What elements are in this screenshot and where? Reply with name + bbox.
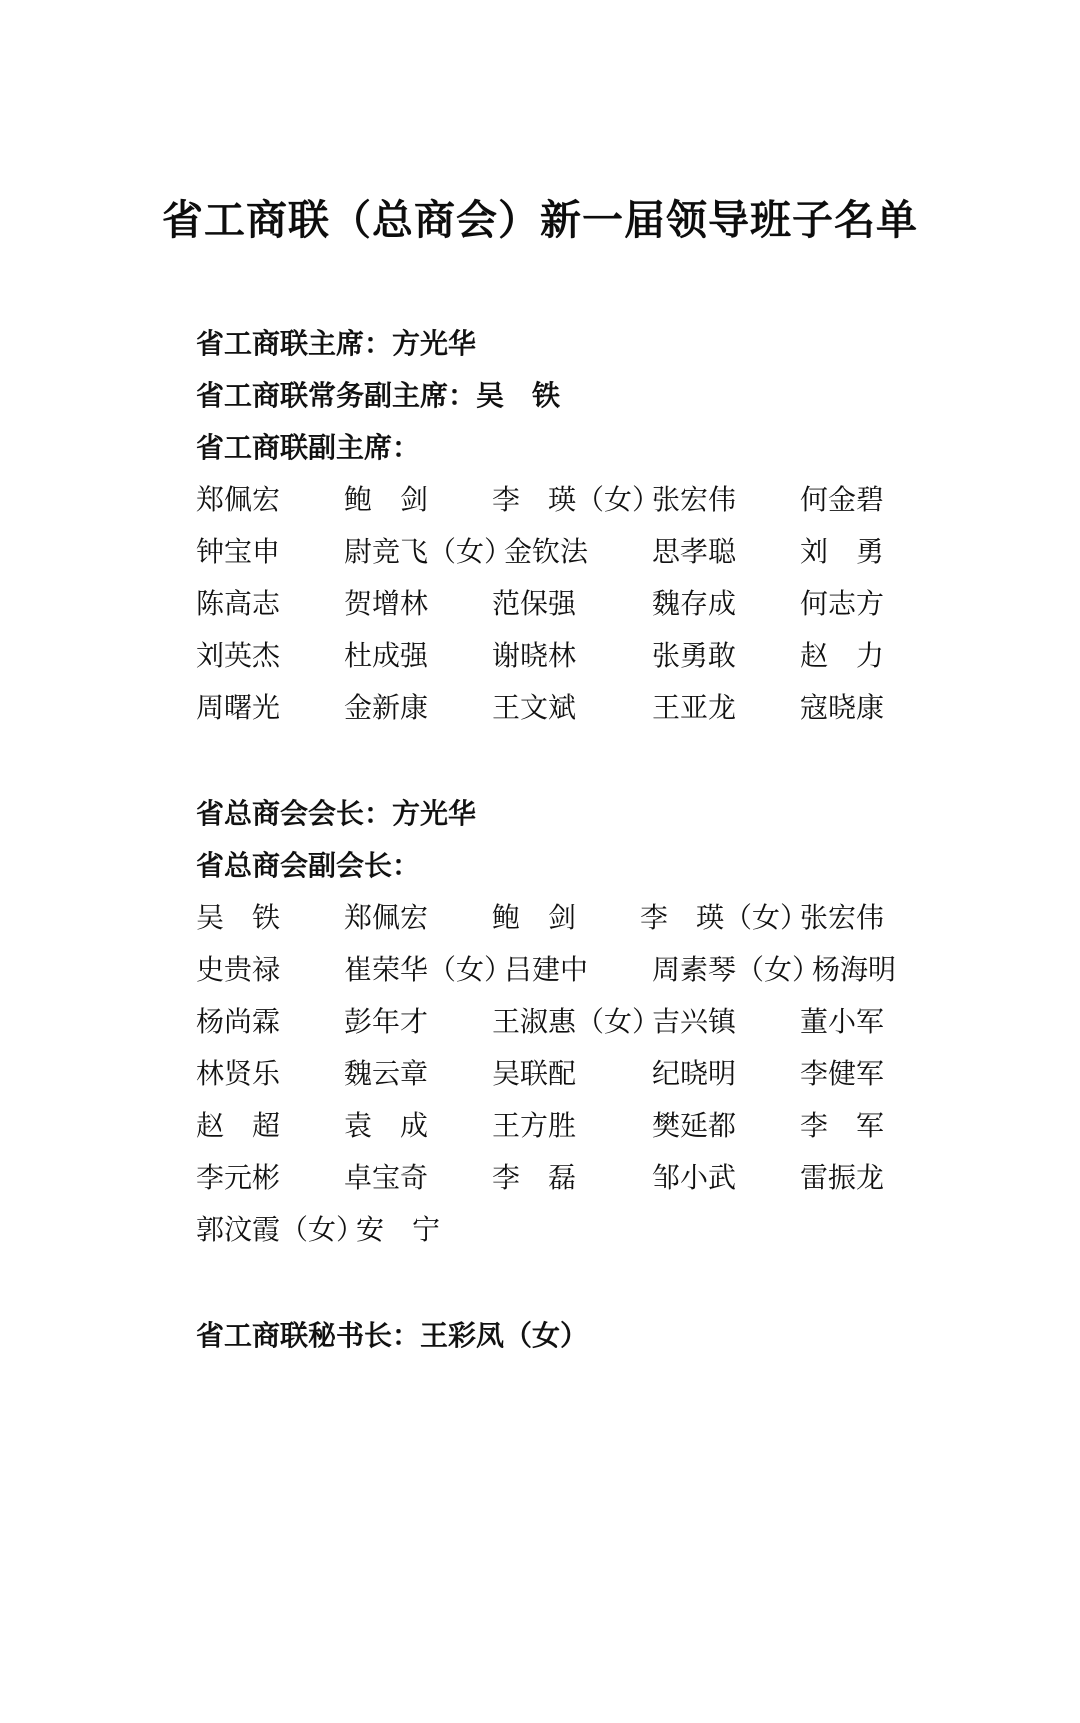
section-executive-vice-chairman xyxy=(196,383,900,411)
name-cell: 郑佩宏 xyxy=(196,485,281,517)
name-row xyxy=(196,1113,900,1141)
section-chamber-president xyxy=(196,801,900,829)
name-cell: 王淑惠（女） xyxy=(492,1007,661,1039)
name-cell: 彭年才 xyxy=(344,1007,429,1039)
name-cell: 尉竞飞（女） xyxy=(344,537,513,569)
name-cell: 赵 超 xyxy=(196,1111,281,1143)
name-row xyxy=(196,591,900,619)
name-cell: 林贤乐 xyxy=(196,1059,281,1091)
name-row xyxy=(196,957,900,985)
section-executive-vice-chairman-label: 省工商联常务副主席： xyxy=(196,381,477,413)
name-cell: 贺增林 xyxy=(344,589,429,621)
name-cell: 张宏伟 xyxy=(800,903,885,935)
name-cell: 王方胜 xyxy=(492,1111,577,1143)
name-cell: 樊延都 xyxy=(652,1111,737,1143)
name-cell: 吕建中 xyxy=(504,955,589,987)
name-cell: 钟宝申 xyxy=(196,537,281,569)
section-chamber-president-value: 方光华 xyxy=(392,799,477,831)
name-cell: 史贵禄 xyxy=(196,955,281,987)
section-secretary-general-value: 王彩凤（女） xyxy=(420,1321,589,1353)
name-cell: 吴联配 xyxy=(492,1059,577,1091)
name-cell: 陈高志 xyxy=(196,589,281,621)
name-cell: 郭汶霞（女） xyxy=(196,1215,365,1247)
name-cell: 王文斌 xyxy=(492,693,577,725)
name-row xyxy=(196,695,900,723)
name-row xyxy=(196,539,900,567)
name-cell: 金新康 xyxy=(344,693,429,725)
name-cell: 袁 成 xyxy=(344,1111,429,1143)
name-cell: 郑佩宏 xyxy=(344,903,429,935)
name-cell: 何志方 xyxy=(800,589,885,621)
name-row xyxy=(196,1165,900,1193)
name-cell: 卓宝奇 xyxy=(344,1163,429,1195)
name-cell: 李元彬 xyxy=(196,1163,281,1195)
section-executive-vice-chairman-value: 吴 铁 xyxy=(476,381,561,413)
name-cell: 李 磊 xyxy=(492,1163,577,1195)
section-chairman xyxy=(196,331,900,359)
name-cell: 鲍 剑 xyxy=(344,485,429,517)
name-cell: 吴 铁 xyxy=(196,903,281,935)
name-cell: 雷振龙 xyxy=(800,1163,885,1195)
name-cell: 杨海明 xyxy=(812,955,897,987)
section-chairman-label: 省工商联主席： xyxy=(196,329,393,361)
section-chamber-vice-presidents-label: 省总商会副会长： xyxy=(196,851,421,883)
name-cell: 杨尚霖 xyxy=(196,1007,281,1039)
name-cell: 张宏伟 xyxy=(652,485,737,517)
name-cell: 周素琴（女） xyxy=(652,955,821,987)
name-cell: 李健军 xyxy=(800,1059,885,1091)
name-cell: 刘英杰 xyxy=(196,641,281,673)
name-cell: 李 瑛（女） xyxy=(640,903,809,935)
name-cell: 王亚龙 xyxy=(652,693,737,725)
name-cell: 崔荣华（女） xyxy=(344,955,513,987)
name-row xyxy=(196,1061,900,1089)
name-cell: 寇晓康 xyxy=(800,693,885,725)
name-cell: 张勇敢 xyxy=(652,641,737,673)
section-secretary-general-label: 省工商联秘书长： xyxy=(196,1321,421,1353)
document-body xyxy=(196,331,900,1351)
name-cell: 魏云章 xyxy=(344,1059,429,1091)
name-cell: 杜成强 xyxy=(344,641,429,673)
name-cell: 安 宁 xyxy=(356,1215,441,1247)
name-cell: 思孝聪 xyxy=(652,537,737,569)
section-divider xyxy=(196,747,900,801)
name-cell: 魏存成 xyxy=(652,589,737,621)
name-cell: 范保强 xyxy=(492,589,577,621)
name-cell: 纪晓明 xyxy=(652,1059,737,1091)
name-cell: 金钦法 xyxy=(504,537,589,569)
name-row xyxy=(196,643,900,671)
page-title: 省工商联（总商会）新一届领导班子名单 xyxy=(162,197,918,243)
name-cell: 何金碧 xyxy=(800,485,885,517)
name-cell: 刘 勇 xyxy=(800,537,885,569)
name-cell: 周曙光 xyxy=(196,693,281,725)
name-row xyxy=(196,1217,900,1245)
name-row xyxy=(196,487,900,515)
name-cell: 吉兴镇 xyxy=(652,1007,737,1039)
name-cell: 谢晓林 xyxy=(492,641,577,673)
section-vice-chairmen-label: 省工商联副主席： xyxy=(196,433,421,465)
name-cell: 李 军 xyxy=(800,1111,885,1143)
name-cell: 赵 力 xyxy=(800,641,885,673)
name-cell: 鲍 剑 xyxy=(492,903,577,935)
section-chamber-president-label: 省总商会会长： xyxy=(196,799,393,831)
name-cell: 李 瑛（女） xyxy=(492,485,661,517)
name-cell: 邹小武 xyxy=(652,1163,737,1195)
section-chairman-value: 方光华 xyxy=(392,329,477,361)
name-cell: 董小军 xyxy=(800,1007,885,1039)
section-secretary-general xyxy=(196,1323,900,1351)
name-row xyxy=(196,905,900,933)
document-page xyxy=(0,196,1080,1723)
name-row xyxy=(196,1009,900,1037)
section-divider xyxy=(196,1269,900,1323)
